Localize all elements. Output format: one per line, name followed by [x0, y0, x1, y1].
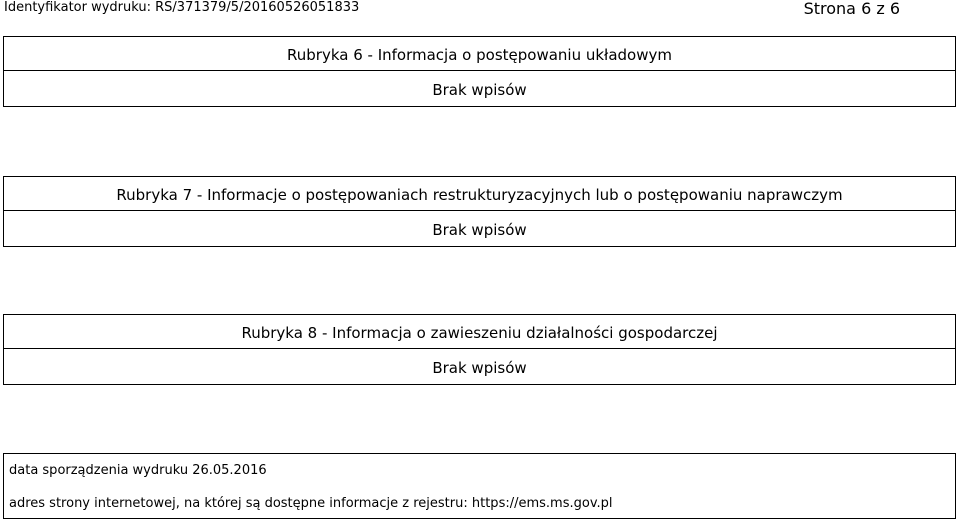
section-content: Brak wpisów: [432, 358, 527, 377]
footer-box: [3, 453, 956, 519]
print-identifier: Identyfikator wydruku: RS/371379/5/20160526051833: [4, 0, 360, 15]
section-rubryka-8: [3, 314, 956, 385]
section-content: Brak wpisów: [432, 220, 527, 239]
section-content: Brak wpisów: [432, 80, 527, 99]
website-info: adres strony internetowej, na której są dostępne informacje z rejestru: https://ems.ms.gov.pl: [9, 496, 613, 511]
page-number: Strona 6 z 6: [803, 0, 900, 18]
section-title: Rubryka 6 - Informacja o postępowaniu układowym: [4, 37, 955, 71]
section-title: Rubryka 7 - Informacje o postępowaniach restrukturyzacyjnych lub o postępowaniu naprawczym: [4, 177, 955, 211]
print-date: data sporządzenia wydruku 26.05.2016: [9, 463, 267, 478]
section-title: Rubryka 8 - Informacja o zawieszeniu działalności gospodarczej: [4, 315, 955, 349]
section-rubryka-7: [3, 176, 956, 247]
section-rubryka-6: [3, 36, 956, 107]
